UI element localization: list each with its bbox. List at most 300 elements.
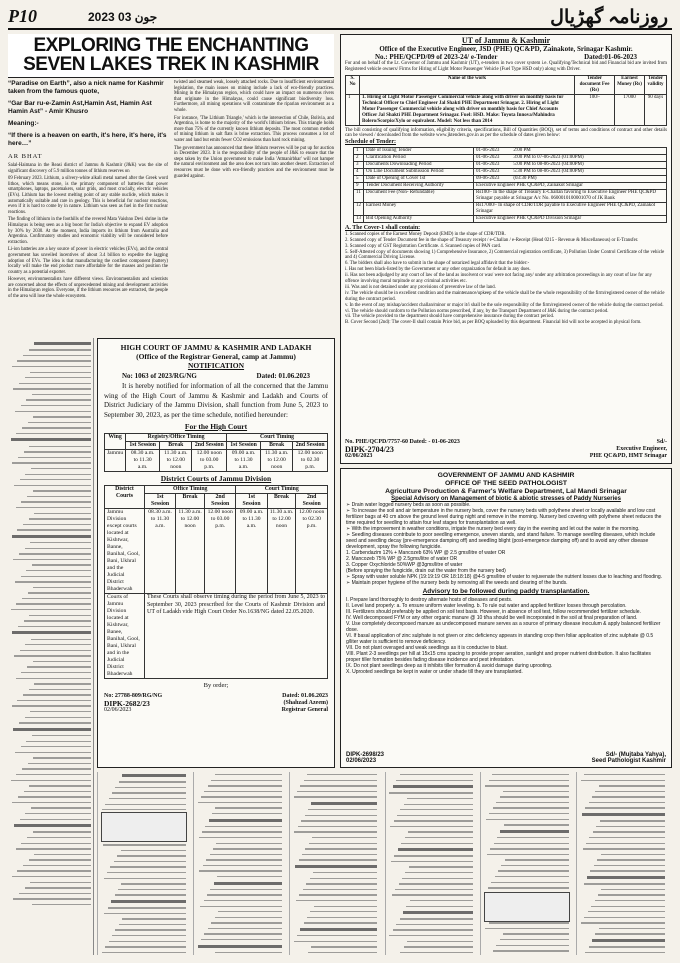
urdu-text-line — [211, 780, 281, 781]
list-item: IX. Do not plant seedlings deep as it inhibits tiller formation & avoid damage during uprooting. — [346, 663, 553, 669]
urdu-text-line — [14, 824, 91, 827]
story-paragraph: The finding of lithium in the foothills of the revered Mata Vaishno Devi shrine in the Himalayas is being seen as a big boost for India's objective to expand EV adoption by 30% by 2030. At the moment, India imports its lithium from Australia and Argentina. Confirmatory studies and economic viability will be considered before extraction. — [8, 217, 168, 245]
urdu-text-line — [298, 826, 378, 827]
urdu-text-line — [28, 592, 91, 593]
list-item: 2. Mancozeb 75% WP @ 2.5gms/litre of water OR — [346, 556, 458, 562]
urdu-text-line — [114, 861, 186, 862]
table-header: 2nd Session — [192, 442, 227, 450]
table-header-row — [346, 75, 667, 94]
urdu-text-line — [304, 780, 378, 781]
urdu-text-line — [203, 865, 282, 866]
urdu-text-line — [208, 928, 282, 929]
urdu-text-line — [410, 900, 474, 901]
urdu-text-line — [400, 809, 473, 810]
table-cell: 5 — [354, 176, 364, 183]
urdu-text-line — [33, 416, 91, 417]
urdu-text-line — [503, 933, 569, 934]
urdu-text-line — [490, 848, 569, 849]
urdu-news-column — [576, 772, 668, 955]
urdu-text-line — [596, 826, 665, 827]
notice-footer — [104, 693, 328, 714]
urdu-text-line — [24, 451, 91, 452]
table-cell: Tender Document Receiving Authority — [364, 183, 474, 190]
urdu-text-line — [19, 383, 91, 384]
urdu-text-line — [32, 904, 91, 905]
schedule-title: Schedule of Tender: — [345, 139, 397, 146]
urdu-news-columns — [97, 772, 672, 955]
urdu-text-line — [582, 813, 665, 816]
urdu-text-line — [504, 824, 569, 825]
urdu-text-line — [15, 581, 91, 582]
table-cell: Documents Downloading Period — [364, 162, 474, 169]
urdu-text-line — [16, 603, 91, 604]
urdu-text-line — [30, 711, 91, 712]
table-header: 1st Session — [236, 494, 267, 509]
urdu-text-line — [24, 620, 91, 621]
table-cell: 100/- — [575, 94, 615, 125]
table-cell: 1 — [354, 148, 364, 155]
urdu-text-line — [16, 678, 91, 679]
urdu-text-line — [491, 882, 569, 883]
headline-line-2: SEVEN LAKES TREK IN KASHMIR — [23, 54, 319, 75]
urdu-text-line — [121, 850, 186, 851]
table-cell — [474, 155, 667, 162]
table-cell: 12 — [354, 203, 364, 216]
notice-header: HIGH COURT OF JAMMU & KASHMIR AND LADAKH — [120, 343, 312, 352]
urdu-text-line — [14, 485, 91, 486]
urdu-text-line — [29, 349, 91, 350]
schedule-time: 2:00 PM — [513, 148, 531, 154]
urdu-text-line — [589, 837, 664, 838]
urdu-text-line — [25, 644, 91, 645]
urdu-text-line — [23, 524, 91, 525]
table-cell: 4 — [354, 169, 364, 176]
urdu-text-line — [308, 809, 378, 810]
urdu-text-line — [599, 785, 665, 786]
table-cell: Clarification Period — [364, 155, 474, 162]
urdu-text-line — [119, 781, 186, 782]
urdu-text-line — [13, 388, 91, 389]
table-cell: Date of Opening of Cover 1st — [364, 176, 474, 183]
urdu-text-line — [200, 906, 281, 907]
dipk-date: 02/06/2023 — [346, 758, 377, 764]
urdu-text-line — [30, 542, 91, 543]
table-cell — [474, 148, 667, 155]
urdu-text-line — [34, 513, 91, 514]
urdu-text-line — [34, 342, 91, 345]
urdu-text-line — [305, 815, 378, 816]
urdu-text-line — [210, 854, 282, 855]
urdu-text-line — [594, 865, 665, 866]
urdu-text-line — [108, 907, 186, 908]
table-header: 1st Session — [126, 442, 160, 450]
urdu-text-line — [105, 804, 186, 805]
list-item: iii. Was and is not detained under any provisions of preventive law of the land. — [345, 284, 496, 290]
urdu-text-line — [404, 946, 474, 947]
high-court-timing-table — [104, 433, 328, 472]
urdu-text-line — [297, 791, 378, 792]
by-order: By order; — [203, 682, 229, 689]
signature-block — [592, 752, 666, 764]
urdu-text-line — [16, 848, 91, 849]
urdu-text-line — [30, 372, 91, 373]
urdu-text-line — [33, 490, 91, 491]
urdu-text-line — [400, 774, 474, 775]
urdu-text-line — [26, 399, 91, 400]
notice-office: Office of the Executive Engineer, JSD (PHE) QC&PD, Zainakote, Srinagar Kashmir. — [379, 45, 633, 53]
urdu-text-line — [122, 774, 186, 777]
urdu-text-line — [11, 780, 91, 781]
urdu-text-line — [23, 865, 91, 866]
list-item: ➢ Seedling diseases contribute to poor seedling emergence, uneven stands, and stand failure. To manage seedling diseases, which include seed and seedling decay (pre-emergence damping off) and seedling blight (post-emergence damping off) and to avoid any other disease development, spray the following fungicide. — [346, 532, 656, 550]
list-item: v. In the event of any mishap/accident challan/minor or major it/i shall be the sole responsibility of the firm/registered owner of the vehicle during the contract period. — [345, 302, 664, 308]
urdu-text-line — [595, 900, 665, 901]
table-header: Registry/Office Timing — [126, 434, 227, 442]
urdu-text-line — [501, 865, 569, 866]
urdu-text-line — [204, 791, 281, 792]
urdu-text-line — [205, 826, 281, 827]
urdu-text-line — [21, 746, 91, 747]
urdu-text-line — [493, 950, 569, 951]
urdu-text-line — [29, 689, 91, 690]
urdu-text-line — [389, 935, 473, 936]
urdu-text-line — [216, 843, 281, 844]
notice-header: Agriculture Production & Farmer's Welfare Department, Lal Mandi Srinagar — [385, 488, 627, 495]
list-item: IV. Well decomposed FYM or any other organic manure @ 10 t/ha should be well incorporated in the soil at final preparation of land. — [346, 615, 638, 621]
table-header: Break — [261, 442, 293, 450]
ad-box — [101, 812, 187, 842]
urdu-text-line — [394, 820, 474, 821]
urdu-text-line — [497, 837, 569, 838]
urdu-text-line — [581, 922, 665, 923]
table-cell: 11 — [354, 190, 364, 203]
table-cell: 09.00 a.m. to 11.30 a.m. — [236, 509, 267, 594]
list-item: 1. Carbendazim 12% + Mancozeb 63% WP @ 2.5 gms/litre of water OR — [346, 550, 506, 556]
list-item: ➢ Drain water logged nursery beds as soon as possible. — [346, 502, 471, 508]
urdu-text-line — [12, 535, 91, 538]
cover-list — [345, 232, 667, 327]
urdu-text-line — [314, 906, 378, 907]
urdu-text-line — [25, 887, 91, 888]
urdu-text-line — [592, 796, 665, 797]
urdu-text-line — [597, 859, 665, 860]
transplant-list — [346, 597, 666, 675]
urdu-text-line — [29, 518, 91, 519]
urdu-text-line — [27, 666, 91, 667]
table-header: Break — [176, 494, 205, 509]
urdu-text-line — [215, 952, 281, 953]
urdu-text-line — [486, 819, 569, 820]
list-item: B. Cover Second (2nd): The cover-II shall contain Price bid, as per BOQ uploaded by this department. Financial bid will not be accepted in physical form. — [345, 320, 642, 326]
urdu-text-line — [393, 929, 474, 930]
list-item: VII. Do not plant overaged and weak seedlings as it is conducive to blast. — [346, 645, 508, 651]
urdu-text-line — [31, 468, 91, 469]
urdu-text-line — [409, 866, 473, 867]
advisory-title: Special Advisory on Management of biotic & abiotic stresses of Paddy Nurseries — [391, 496, 621, 502]
schedule-time: 3:00 PM to 07-06-2023 (01:00PM) — [513, 155, 584, 161]
list-item: ➢ With the improvement in weather conditions, irrigate the nursery bed every day in the evening and let out the water in the morning. — [346, 526, 640, 532]
table-header: 2nd Session — [293, 442, 328, 450]
urdu-text-line — [403, 911, 473, 914]
urdu-text-line — [302, 854, 377, 855]
table-cell — [474, 169, 667, 176]
table-cell: 1 — [346, 94, 360, 125]
table-header: Court Timing — [227, 434, 328, 442]
issue-date: 2023 جون 03 — [88, 10, 158, 24]
urdu-text-line — [590, 870, 665, 871]
notice-number-row — [345, 53, 667, 61]
urdu-text-line — [33, 587, 91, 588]
urdu-text-line — [34, 683, 91, 684]
urdu-text-line — [29, 859, 91, 860]
urdu-text-line — [496, 802, 569, 803]
urdu-text-line — [204, 900, 282, 901]
urdu-text-line — [17, 529, 91, 530]
urdu-text-line — [115, 894, 186, 895]
urdu-text-line — [11, 609, 91, 610]
urdu-text-line — [215, 807, 281, 808]
list-item: vi. The vehicle should conform to the Pollution norms prescribed, if any, by the Transport Department of J&K during the contract period. — [345, 308, 609, 314]
urdu-text-line — [503, 791, 569, 792]
urdu-text-line — [488, 887, 569, 888]
urdu-news-column — [385, 772, 477, 955]
urdu-text-line — [28, 763, 91, 764]
urdu-text-line — [23, 694, 91, 695]
urdu-text-line — [589, 946, 665, 947]
table-cell: 3 — [354, 162, 364, 169]
urdu-text-line — [584, 883, 665, 884]
list-item: 1. Scanned copies of the Earnest Money Deposit (EMD) in the shape of CDR/TDR. — [345, 231, 506, 237]
headline-line-1: EXPLORING THE ENCHANTING — [33, 35, 309, 56]
story-quote: “Gar Bar ru-e-Zamin Ast,Hamin Ast, Hamin Ast Hamin Ast” - Amir Khusro — [8, 100, 152, 115]
urdu-text-line — [304, 922, 378, 923]
urdu-text-line — [23, 355, 91, 356]
urdu-text-line — [586, 843, 665, 844]
urdu-text-line — [393, 785, 474, 788]
table-cell: Executive Engineer PHE QC&PD, Zainakot Srinagar — [474, 183, 667, 190]
urdu-text-line — [13, 898, 91, 899]
urdu-text-line — [25, 813, 91, 814]
urdu-text-line — [601, 889, 665, 890]
urdu-text-line — [312, 837, 377, 838]
table-row — [354, 190, 667, 203]
notice-subheader: (Office of the Registrar General, camp at Jammu) — [136, 352, 296, 361]
urdu-text-line — [30, 882, 91, 883]
section-title: District Courts of Jammu Division — [160, 474, 272, 483]
urdu-text-line — [18, 796, 91, 797]
urdu-text-line — [102, 952, 186, 953]
table-header: 1st Session — [145, 494, 176, 509]
urdu-text-line — [500, 939, 570, 940]
list-item: X. Uprooted seedlings be kept in water or under shade till they are transplanted. — [346, 669, 523, 675]
urdu-text-line — [400, 952, 473, 953]
urdu-text-line — [25, 474, 91, 475]
table-header: Tender document Fee (Rs) — [575, 75, 615, 94]
notice-number-row — [122, 372, 310, 380]
table-header: District Courts — [105, 486, 145, 509]
urdu-text-line — [207, 894, 282, 895]
story-paragraph: Salal-Haimana in the Reasi district of Jammu & Kashmir (J&K) was the site of significant discovery of 5.9 million tonnes of lithium reserves on — [8, 163, 168, 174]
table-row — [346, 94, 667, 125]
urdu-text-line — [209, 819, 282, 822]
notice-body: It is hereby notified for information of all the concerned that the Jammu wing of the High Court of Jammu & Kashmir and Ladakh and Courts of District Judiciary of the Jammu Division, shall function from June 5, 2023 to September 30, 2023, as per the time schedule, notified hereunder: — [104, 382, 328, 419]
urdu-text-line — [585, 807, 665, 808]
table-cell: 9 — [354, 183, 364, 190]
table-cell: 13 — [354, 216, 364, 223]
urdu-text-line — [25, 717, 91, 718]
urdu-text-line — [32, 564, 91, 565]
table-cell: 11.30 a.m. to 12.00 noon — [267, 509, 296, 594]
urdu-text-line — [400, 918, 474, 919]
urdu-text-line — [12, 462, 91, 463]
dipk-number: DIPK-2704/23 — [345, 445, 394, 454]
urdu-text-line — [32, 735, 91, 736]
list-item: i. Has not been black-listed by the Government or any other organization for default in any dues. — [345, 267, 531, 273]
urdu-text-line — [102, 809, 186, 810]
schedule-date: 09-06-2023 — [476, 176, 500, 182]
table-header: Office Timing — [145, 486, 236, 494]
urdu-text-line — [11, 438, 91, 441]
list-item: ➢ To increase the soil and air temperature in the nursery beds, cover the nursery beds with polythene sheet or locally available and low cost fertilizer bags at 40 cm above the ground level during night and remove in the morning. Nursery bed covering with polythene sheet reduces the time required for seedling to attain four leaf stages for transplantation as well. — [346, 508, 662, 526]
seed-pathologist-advisory — [340, 468, 672, 768]
notification-title: NOTIFICATION — [187, 361, 245, 370]
urdu-text-line — [405, 837, 474, 838]
list-item: vii. The vehicle provided to the department should have comprehensive insurance during the contract period. — [345, 314, 555, 320]
urdu-text-line — [115, 787, 185, 788]
list-item: ➢ Maintain proper hygiene of the nursery beds by removing all the weeds and clearing of the bunds. — [346, 580, 568, 586]
list-item: 3. Copper Oxychloride 50%WP @3gms/litre of water — [346, 562, 463, 568]
list-item: ii. Has not been adjudged by any court of law of the land as insolvent or was/ were not facing any/ under any arbitration proceedings in any court of law for any offence involving moral turpitude or any criminal activities etc. — [345, 273, 652, 285]
table-cell — [474, 176, 667, 183]
list-item: iv. The vehicle should be in excellent condition and the maintenance/upkeep of the vehicle shall be the whole responsibility of the firm/registered owner of the vehicle during the contract period. — [345, 290, 665, 302]
urdu-text-line — [198, 802, 282, 803]
table-header: 1st Session — [227, 442, 261, 450]
table-cell: 1. Hiring of Light Motor Passenger Commercial vehicle along with driver on monthly basis for Technical Officer to Chief Engineer Jal Shakti PHE Department Srinagar. 2. Hiring of Light Motor Passenger Commercial vehicle along with driver on monthly basis for Chief Accounts Officer Jal Shakti PHE Department Srinagar. Fuel: HSD. Make: Toyota Innova/Mahindra Bolero/Scorpio/Xylo or equivalent. Model: Not less than 2014 — [360, 94, 575, 125]
urdu-text-line — [399, 883, 474, 884]
urdu-text-line — [16, 507, 91, 508]
urdu-text-line — [294, 941, 378, 942]
signature-line: Sd/- — [656, 439, 667, 445]
urdu-text-line — [210, 889, 281, 890]
list-item: 3. Scanned copy of GST Registration Certificate. 4. Scanned copies of PAN card. — [345, 243, 502, 249]
urdu-text-line — [505, 859, 569, 860]
list-item: 6. The bidders shall also have to submit in the shape of notarized legal affidavit that the bidder:- — [345, 261, 530, 267]
list-item: VI. If basal application of zinc sulphate is not given or zinc deficiency appears in standing crop then foliar application of zinc sulphate @ 0.5 g/liter water is sufficient to remove deficiency. — [346, 633, 654, 645]
table-cell: 11.30 a.m. to 12.00 noon — [160, 450, 192, 472]
urdu-text-line — [20, 819, 91, 820]
urdu-text-line — [300, 785, 377, 786]
urdu-news-column — [97, 772, 189, 955]
section-title: For the High Court — [184, 422, 248, 431]
urdu-text-line — [587, 876, 665, 879]
urdu-text-line — [21, 843, 91, 844]
urdu-text-line — [13, 728, 91, 731]
urdu-text-line — [585, 952, 665, 953]
urdu-text-line — [17, 700, 91, 701]
table-header: Name of the work — [360, 75, 575, 94]
table-header: Break — [267, 494, 296, 509]
urdu-text-line — [202, 831, 282, 832]
urdu-text-line — [122, 918, 186, 919]
urdu-text-line — [489, 922, 570, 923]
table-row — [105, 509, 328, 594]
urdu-text-line — [12, 631, 91, 634]
table-cell: 12.00 noon to 03.00 p.m. — [192, 450, 227, 472]
table-cell: 08.30 a.m. to 11.30 a.m. — [126, 450, 160, 472]
signature-line: Sd/- (Mujtaba Yahya), — [605, 752, 666, 758]
urdu-text-line — [310, 911, 377, 912]
urdu-text-line — [25, 377, 91, 378]
urdu-text-line — [398, 848, 473, 851]
table-row — [354, 162, 667, 169]
urdu-text-line — [592, 939, 665, 942]
table-cell: 12.00 noon to 02.30 p.m. — [296, 509, 328, 594]
table-header: 2nd Session — [204, 494, 236, 509]
urdu-text-line — [112, 935, 186, 936]
urdu-text-line — [105, 946, 186, 947]
urdu-text-line — [12, 366, 91, 367]
list-item: VIII. Plant 2-3 seedlings per hill at 15x15 cms spacing to provide proper aeration, sunlight and proper nutrient distribution. It also facilitates proper tiller formation besides fading disease incidence and pest infestation. — [346, 651, 651, 663]
story-column-right — [174, 80, 334, 181]
urdu-text-line — [493, 807, 569, 808]
urdu-text-line — [21, 501, 91, 502]
table-cell: 90 days — [645, 94, 667, 125]
urdu-text-lines — [10, 342, 91, 909]
schedule-time: 5:00 PM to 08-06-2023 (04:00PM) — [513, 162, 584, 168]
urdu-text-line — [595, 933, 665, 934]
urdu-text-line — [29, 446, 91, 447]
notice-date: Dated: 01.06.2023 — [256, 372, 310, 380]
urdu-text-line — [404, 804, 474, 805]
signature-line: Registrar General — [281, 707, 328, 713]
urdu-text-line — [395, 889, 473, 890]
dipk-number: DIPK-2682/23 — [104, 699, 150, 708]
notice-header: OFFICE OF THE SEED PATHOLOGIST — [444, 480, 568, 487]
urdu-text-line — [214, 882, 282, 885]
urdu-text-line — [392, 894, 473, 895]
urdu-text-line — [22, 598, 91, 599]
urdu-text-line — [584, 774, 665, 775]
table-cell: 08.30 a.m. to 11.30 a.m. — [145, 509, 176, 594]
list-item: III. Fertilizers should preferably be applied on soil test basis. However, in absence of soil test, follow recommended fertilizer schedule. — [346, 609, 641, 615]
urdu-text-line — [213, 848, 282, 849]
table-cell: Document Fee (Non- Refundable) — [364, 190, 474, 203]
newspaper-title: روزنامہ گھڑیال — [550, 7, 668, 28]
urdu-text-line — [12, 705, 91, 706]
story-headline — [8, 34, 334, 78]
table-header: Tender validity — [645, 75, 667, 94]
urdu-text-line — [301, 820, 377, 821]
list-item: 5. Self-Attested copy of documents showing 1) Comprehensive Insurance, 2) Commercial registration certificate, 3) Pollution Under Control Certificate of the vehicle and 4) Commercial Driving License. — [345, 249, 665, 261]
urdu-text-line — [601, 854, 665, 855]
urdu-text-line — [307, 774, 377, 775]
page-number: P10 — [8, 6, 37, 26]
urdu-text-line — [31, 639, 91, 640]
urdu-text-line — [109, 798, 186, 799]
urdu-text-line — [408, 831, 473, 832]
urdu-text-line — [19, 893, 91, 894]
urdu-text-line — [390, 826, 473, 827]
urdu-text-line — [299, 894, 377, 895]
urdu-text-line — [600, 820, 665, 821]
urdu-text-line — [12, 876, 91, 877]
urdu-text-line — [198, 945, 282, 948]
story-paragraph: twisted and steamed weak, loosely attached rocks. Due to insufficient environmental legislation, the main issues on mining include a lack of eco-friendly practices. Mining in the Himalayan region, which could have an impact on numerous rivers that originate in the Himalayas, could cause significant biodiversity loss. Furthermore, all mining operations will contaminate the riparian environment as a whole. — [174, 80, 334, 113]
table-cell: These Courts shall observe timing during the period from June 5, 2023 to September 30, 2023 prescribed for the Courts of Kashmir Division and UT of Ladakh vide High Court Order No.1638/NG dated 22.05.2020. — [145, 594, 328, 679]
signature-line: (Shahzad Azeem) — [283, 700, 328, 706]
table-row — [354, 203, 667, 216]
urdu-text-line — [28, 422, 91, 423]
